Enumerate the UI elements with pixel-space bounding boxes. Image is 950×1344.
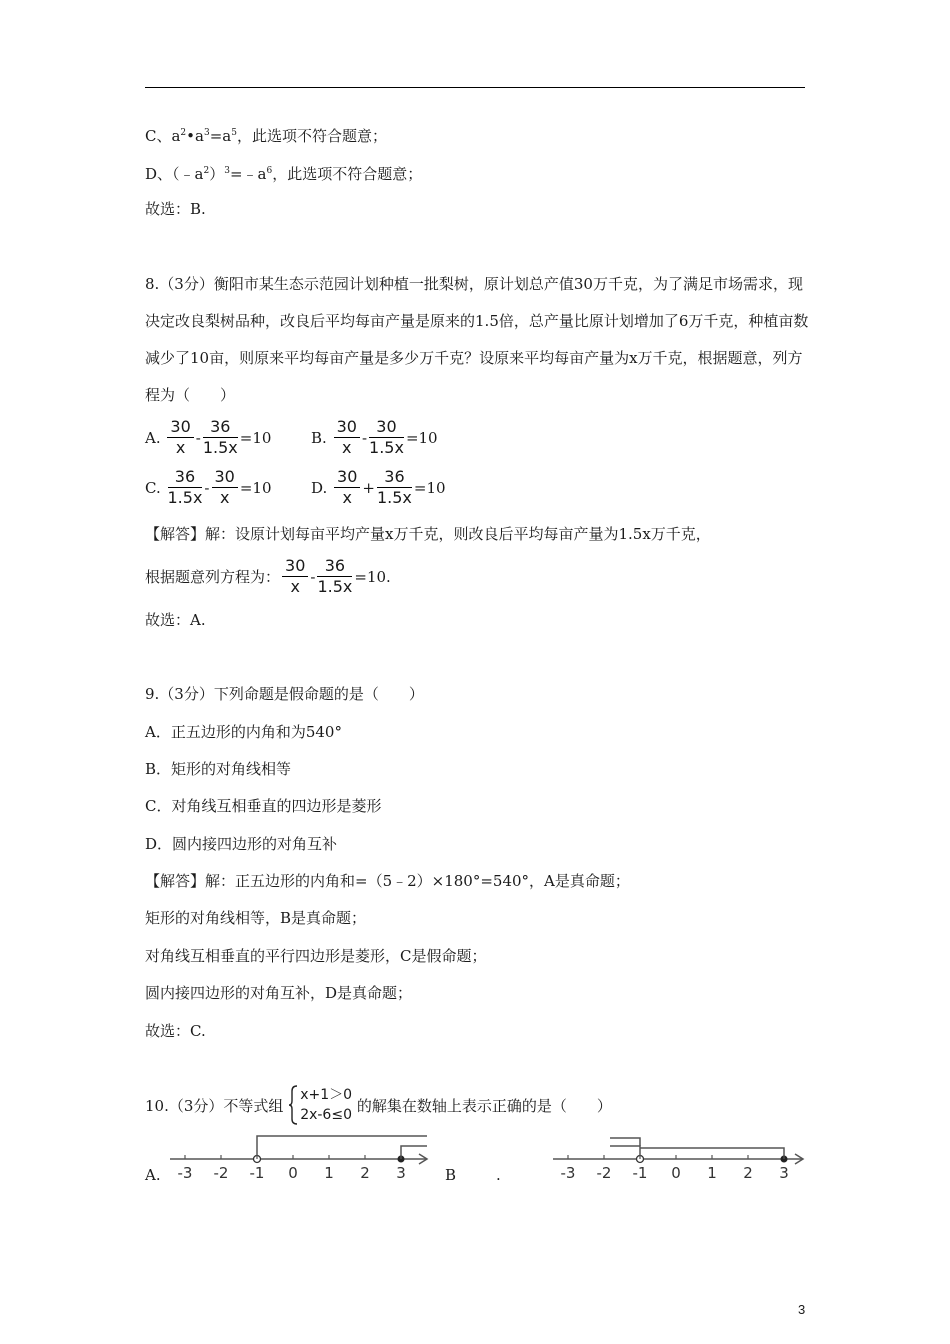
tick-label: 2 [743, 1164, 753, 1182]
q9-solution-line2: 矩形的对角线相等，B是真命题； [145, 909, 367, 927]
q8-option-d[interactable]: D. $\frac{30}{x}$ + $\frac{36}{1.5x}$ =10 [311, 467, 446, 507]
tick-label: -3 [177, 1164, 193, 1182]
q7-answer: 故选：B. [145, 200, 206, 218]
tick-label: -1 [249, 1164, 265, 1182]
header-rule [145, 87, 805, 88]
fraction: $\frac{36}{1.5x}$ [376, 467, 412, 507]
q9-solution-line1: 【解答】解：正五边形的内角和=（5﹣2）×180°=540°，A是真命题； [145, 872, 630, 890]
q9-solution-line4: 圆内接四边形的对角互补，D是真命题； [145, 984, 413, 1002]
tick-label: -1 [632, 1164, 648, 1182]
q8-option-c[interactable]: C. $\frac{36}{1.5x}$ - $\frac{30}{x}$ =10 [145, 467, 272, 507]
tick-label: 3 [396, 1164, 406, 1182]
fraction: $\frac{30}{x}$ [334, 418, 360, 457]
q8-stem: 8.（3分）衡阳市某生态示范园计划种植一批梨树，原计划总产值30万千克，为了满足市场需求，现决定改良梨树品种，改良后平均每亩产量是原来的1.5倍，总产量比原计划增加了6万千克，种植亩数减少了10亩，则原来平均每亩产量是多少万千克？设原来平均每亩产量为x万千克，根据题意，列方程为（ ） [145, 275, 809, 404]
q8-option-b[interactable]: B. $\frac{30}{x}$ - $\frac{30}{1.5x}$ =10 [311, 417, 438, 457]
fraction: $\frac{30}{x}$ [167, 418, 193, 457]
q9-solution-line3: 对角线互相垂直的平行四边形是菱形，C是假命题； [145, 947, 487, 965]
q10-option-b-label[interactable]: B . [445, 1166, 501, 1184]
fraction: $\frac{36}{1.5x}$ [167, 467, 203, 507]
fraction: $\frac{36}{1.5x}$ [317, 556, 353, 596]
q9-answer: 故选：C. [145, 1022, 206, 1040]
fraction: $\frac{30}{1.5x}$ [369, 417, 404, 457]
tick-label: 0 [288, 1164, 298, 1182]
q9-option-d[interactable]: D．圆内接四边形的对角互补 [145, 835, 338, 853]
q9-option-c[interactable]: C．对角线互相垂直的四边形是菱形 [145, 797, 382, 815]
tick-label: -2 [213, 1164, 229, 1182]
inequality-system: x+1＞0 2x-6≤0 [288, 1085, 352, 1125]
q7-option-c-explanation: C、$a^2•a^3=a^5$，此选项不符合题意； [145, 127, 387, 145]
tick-label: 1 [707, 1164, 717, 1182]
q10-option-a-label[interactable]: A. [145, 1166, 161, 1184]
tick-label: -3 [560, 1164, 576, 1182]
q7-option-d-explanation: D、$(﹣a^2)^3=﹣a^6$，此选项不符合题意； [145, 165, 423, 183]
fraction: $\frac{36}{1.5x}$ [202, 417, 238, 457]
tick-label: 2 [360, 1164, 370, 1182]
q10-option-b-number-line[interactable] [548, 1128, 810, 1190]
q8-solution-line1: 【解答】解：设原计划每亩平均产量x万千克，则改良后平均每亩产量为1.5x万千克， [145, 525, 711, 543]
page-number: 3 [798, 1302, 806, 1317]
q9-option-a[interactable]: A．正五边形的内角和为540° [145, 723, 342, 741]
fraction: $\frac{30}{x}$ [334, 468, 360, 507]
q9-option-b[interactable]: B．矩形的对角线相等 [145, 760, 292, 778]
q8-answer: 故选：A. [145, 611, 206, 629]
q10-option-a-number-line[interactable] [165, 1128, 435, 1190]
q10-stem: 10.（3分）不等式组 x+1＞0 2x-6≤0 的解集在数轴上表示正确的是（ ） [145, 1087, 612, 1123]
brace-icon [288, 1085, 298, 1125]
tick-label: 1 [324, 1164, 334, 1182]
q9-stem: 9.（3分）下列命题是假命题的是（ ） [145, 685, 424, 703]
q8-solution-line2: 根据题意列方程为： $\frac{30}{x}$ - $\frac{36}{1.5x}$ =10. [145, 556, 391, 596]
tick-label: 0 [671, 1164, 681, 1182]
fraction: $\frac{30}{x}$ [212, 468, 238, 507]
fraction: $\frac{30}{x}$ [282, 557, 308, 596]
tick-label: 3 [779, 1164, 789, 1182]
tick-label: -2 [596, 1164, 612, 1182]
q8-option-a[interactable]: A. $\frac{30}{x}$ - $\frac{36}{1.5x}$ =10 [145, 417, 272, 457]
